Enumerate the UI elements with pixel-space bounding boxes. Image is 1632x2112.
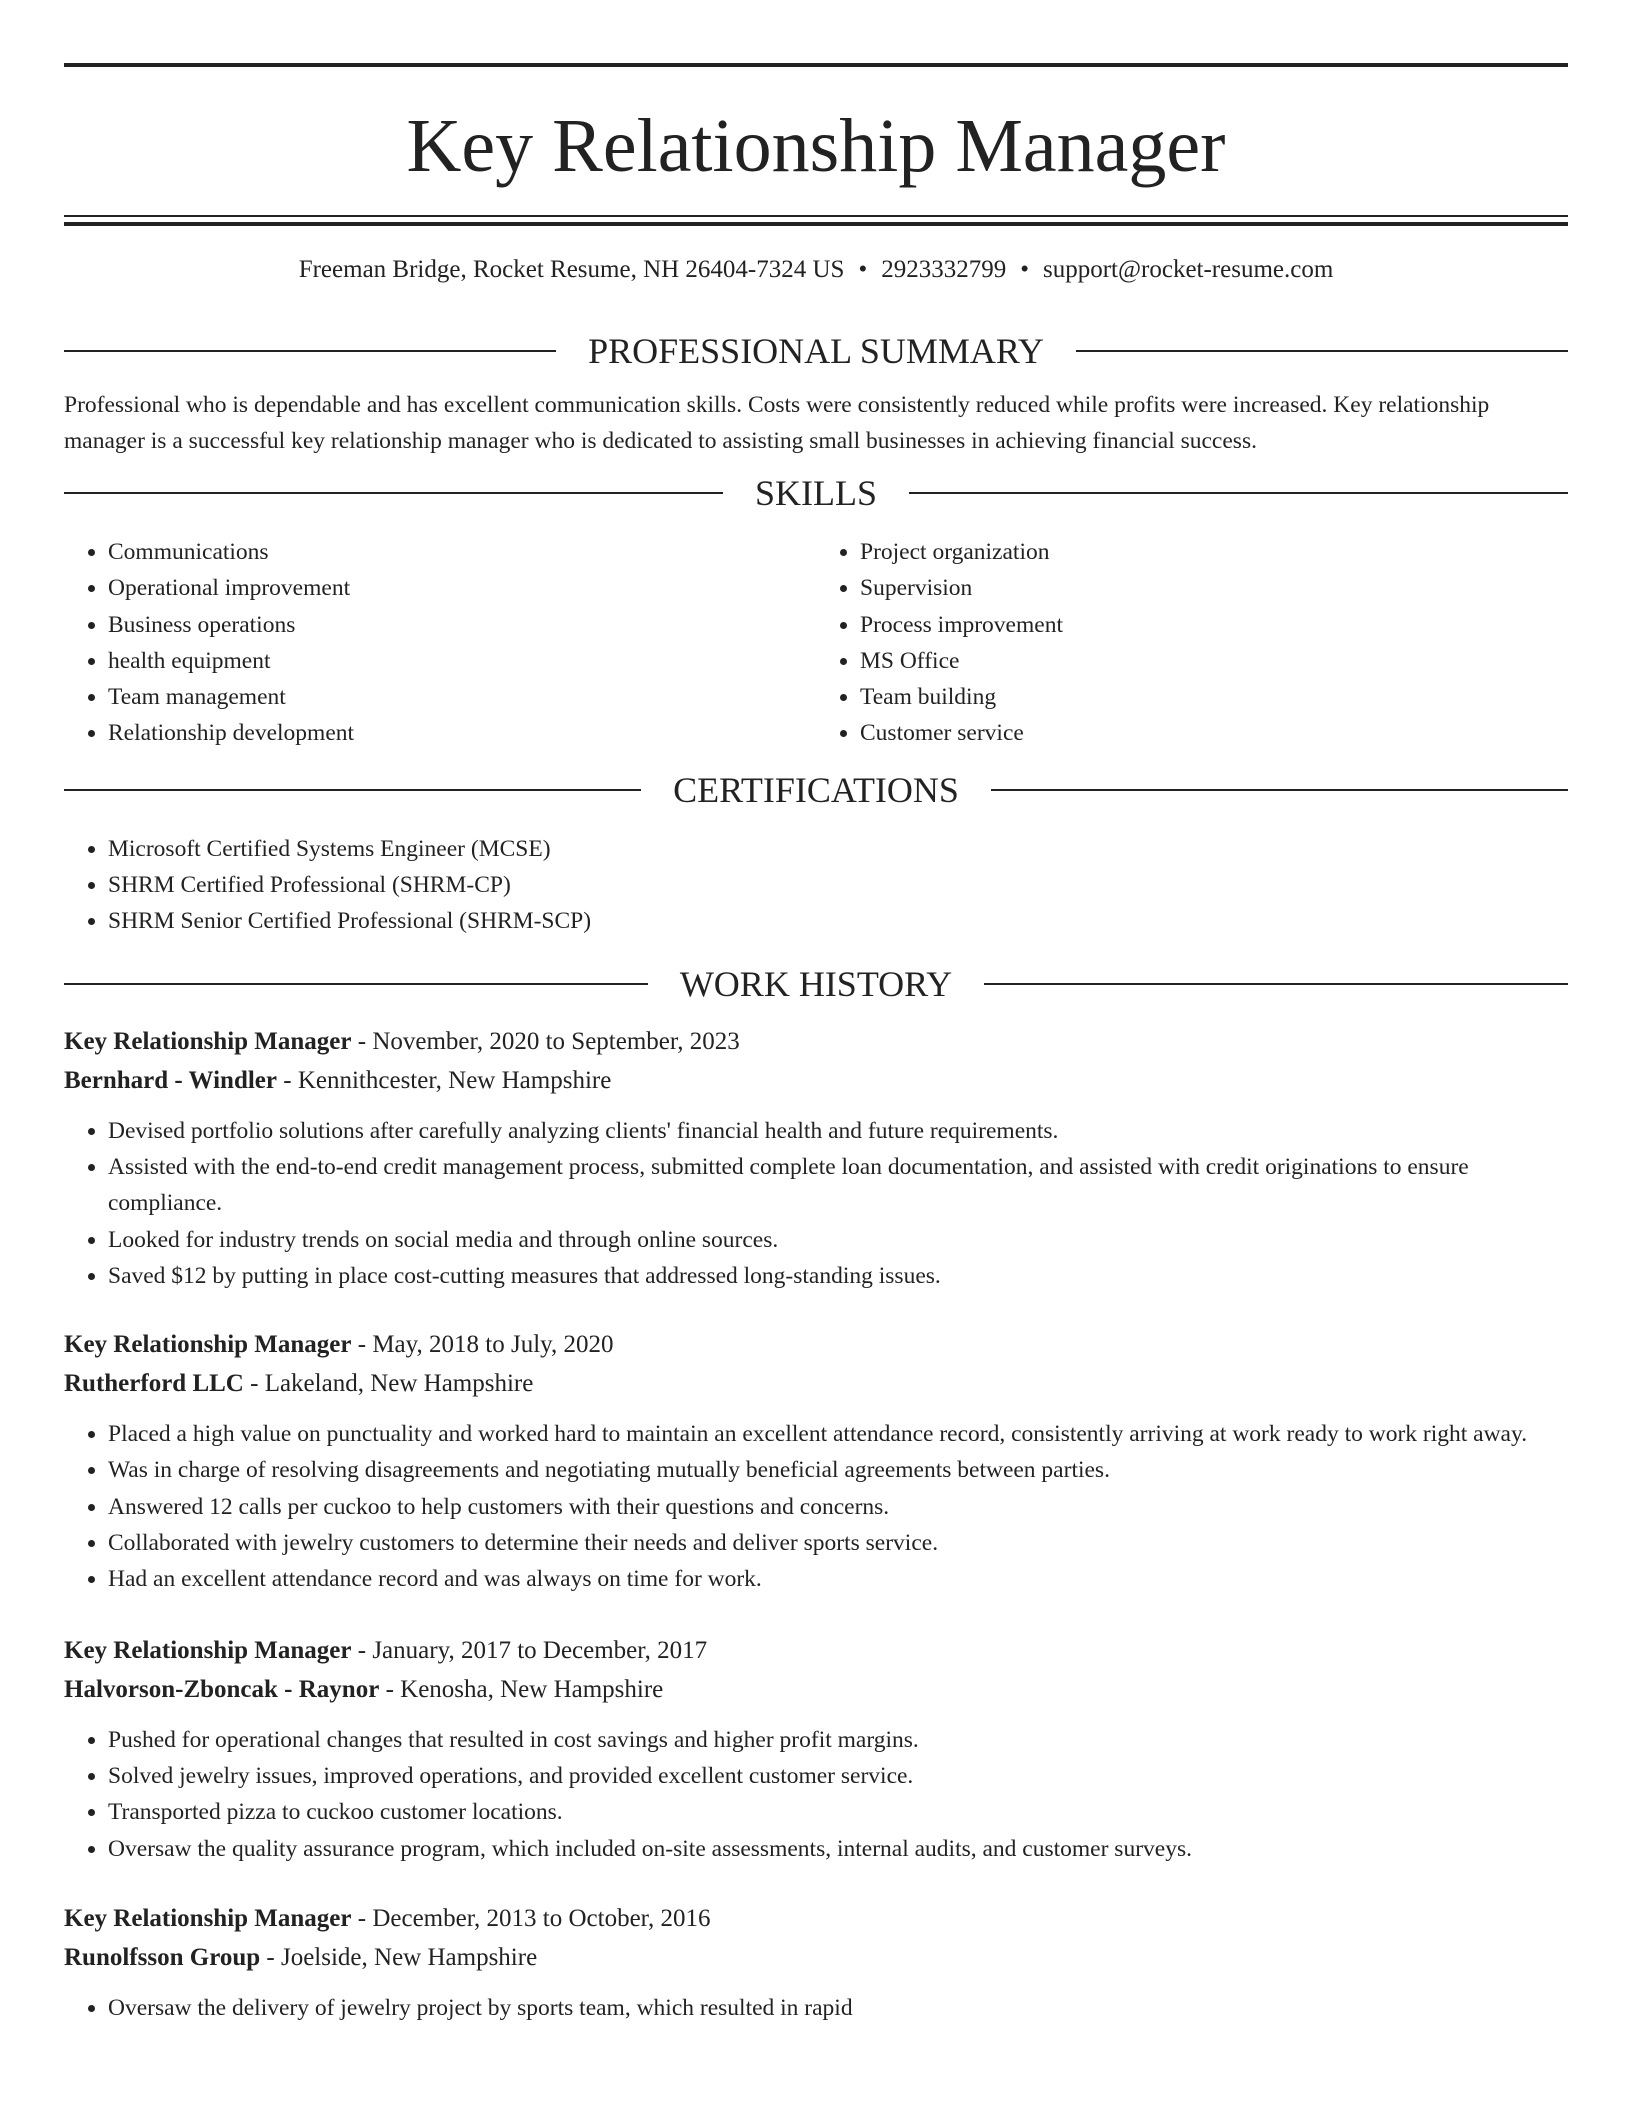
job-bullet: • Transported pizza to cuckoo customer locations. xyxy=(108,1794,1568,1830)
skills-list-left xyxy=(64,534,816,752)
heading-rule xyxy=(909,492,1568,494)
job-bullet: • Answered 12 calls per cuckoo to help customers with their questions and concerns. xyxy=(108,1489,1568,1525)
certification-item: • SHRM Senior Certified Professional (SHRM-SCP) xyxy=(108,903,1568,939)
resume-content xyxy=(64,63,1568,2026)
job-entry xyxy=(64,1631,1568,1867)
job-bullet: • Saved $12 by putting in place cost-cutting measures that addressed long-standing issues. xyxy=(108,1258,1568,1294)
job-location: Joelside, New Hampshire xyxy=(280,1943,538,1971)
heading-rule xyxy=(64,789,641,791)
skill-item: • Relationship development xyxy=(108,715,816,751)
job-dates: November, 2020 to September, 2023 xyxy=(372,1027,740,1055)
heading-rule xyxy=(991,789,1568,791)
section-title: CERTIFICATIONS xyxy=(673,769,959,810)
job-location: Lakeland, New Hampshire xyxy=(264,1370,534,1398)
job-bullet: • Assisted with the end-to-end credit management process, submitted complete loan documentation, and assisted with credit originations to ensure compliance. xyxy=(108,1149,1568,1222)
job-bullet: • Oversaw the quality assurance program, which included on-site assessments, internal audits, and customer surveys. xyxy=(108,1831,1568,1867)
job-bullets xyxy=(64,1722,1568,1867)
contact-email: support@rocket-resume.com xyxy=(1043,256,1334,283)
section-heading-skills xyxy=(64,473,1568,513)
contact-address: Freeman Bridge, Rocket Resume, NH 26404-7324 US xyxy=(298,256,845,283)
skill-item: • health equipment xyxy=(108,643,816,679)
certification-item: • SHRM Certified Professional (SHRM-CP) xyxy=(108,867,1568,903)
section-heading-certifications xyxy=(64,770,1568,810)
job-location: Kennithcester, New Hampshire xyxy=(297,1066,612,1094)
skill-item: • Communications xyxy=(108,534,816,570)
section-title: SKILLS xyxy=(755,473,878,513)
skill-item: • Process improvement xyxy=(860,607,1568,643)
job-company-line: Rutherford LLC - Lakeland, New Hampshire xyxy=(64,1370,534,1398)
skill-item: • Customer service xyxy=(860,715,1568,751)
heading-rule xyxy=(64,350,556,352)
skills-grid xyxy=(64,534,1568,752)
job-bullets xyxy=(64,1113,1568,1294)
contact-line xyxy=(64,255,1568,285)
section-title: PROFESSIONAL SUMMARY xyxy=(588,331,1044,371)
job-title-line: Key Relationship Manager - January, 2017 to December, 2017 xyxy=(64,1636,708,1664)
job-title-line: Key Relationship Manager - November, 2020 to September, 2023 xyxy=(64,1027,740,1055)
contact-separator: • xyxy=(1020,256,1029,283)
skill-item: • Supervision xyxy=(860,570,1568,606)
job-bullet: • Had an excellent attendance record and was always on time for work. xyxy=(108,1561,1568,1597)
job-bullet: • Solved jewelry issues, improved operations, and provided excellent customer service. xyxy=(108,1758,1568,1794)
job-bullet: • Looked for industry trends on social media and through online sources. xyxy=(108,1222,1568,1258)
job-bullets xyxy=(64,1416,1568,1597)
job-bullet: • Placed a high value on punctuality and worked hard to maintain an excellent attendance record, consistently arriving at work ready to work right away. xyxy=(108,1416,1568,1452)
job-bullets xyxy=(64,1990,1568,2026)
double-rule xyxy=(64,215,1568,217)
top-rule xyxy=(64,63,1568,67)
skill-item: • MS Office xyxy=(860,643,1568,679)
heading-rule xyxy=(1076,350,1568,352)
job-company: Halvorson-Zboncak - Raynor xyxy=(64,1675,380,1703)
job-dates: January, 2017 to December, 2017 xyxy=(372,1636,708,1664)
contact-phone: 2923332799 xyxy=(881,256,1007,283)
section-title: WORK HISTORY xyxy=(679,963,953,1004)
job-dates: December, 2013 to October, 2016 xyxy=(372,1904,711,1932)
job-bullet: • Oversaw the delivery of jewelry project by sports team, which resulted in rapid xyxy=(108,1990,1568,2026)
job-company-line: Bernhard - Windler - Kennithcester, New Hampshire xyxy=(64,1066,612,1094)
job-title: Key Relationship Manager xyxy=(64,1331,352,1359)
contact-separator: • xyxy=(858,256,868,283)
certifications-list xyxy=(64,831,1568,940)
section-heading-work-history xyxy=(64,964,1568,1004)
job-company: Runolfsson Group xyxy=(64,1943,261,1971)
job-entry xyxy=(64,1899,1568,2026)
job-location: Kenosha, New Hampshire xyxy=(400,1675,664,1703)
job-title-line: Key Relationship Manager - December, 2013 to October, 2016 xyxy=(64,1904,711,1932)
job-title: Key Relationship Manager xyxy=(64,1636,352,1664)
job-bullet: • Devised portfolio solutions after carefully analyzing clients' financial health and future requirements. xyxy=(108,1113,1568,1149)
heading-rule xyxy=(984,983,1568,985)
page-title: Key Relationship Manager xyxy=(406,104,1226,188)
job-bullet: • Collaborated with jewelry customers to determine their needs and deliver sports service. xyxy=(108,1525,1568,1561)
job-bullet: • Pushed for operational changes that resulted in cost savings and higher profit margins. xyxy=(108,1722,1568,1758)
job-title: Key Relationship Manager xyxy=(64,1904,352,1932)
summary-text: Professional who is dependable and has excellent communication skills. Costs were consistently reduced while profits were increased. Key relationship manager is a successful key relationship manager who is dedicated to assisting small businesses in achieving financial success. xyxy=(64,392,1490,454)
skill-item: • Team management xyxy=(108,679,816,715)
job-title-line: Key Relationship Manager - May, 2018 to July, 2020 xyxy=(64,1331,614,1359)
heading-rule xyxy=(64,492,723,494)
job-company-line: Halvorson-Zboncak - Raynor - Kenosha, New Hampshire xyxy=(64,1675,664,1703)
job-entry xyxy=(64,1325,1568,1597)
section-heading-summary xyxy=(64,331,1568,371)
heading-rule xyxy=(64,983,648,985)
skills-list-right xyxy=(816,534,1568,752)
job-bullet: • Was in charge of resolving disagreements and negotiating mutually beneficial agreements between parties. xyxy=(108,1452,1568,1488)
skill-item: • Team building xyxy=(860,679,1568,715)
job-company: Bernhard - Windler xyxy=(64,1066,277,1094)
skill-item: • Project organization xyxy=(860,534,1568,570)
job-entry xyxy=(64,1022,1568,1294)
job-company: Rutherford LLC xyxy=(64,1370,244,1398)
job-title: Key Relationship Manager xyxy=(64,1027,352,1055)
skill-item: • Operational improvement xyxy=(108,570,816,606)
skill-item: • Business operations xyxy=(108,607,816,643)
job-dates: May, 2018 to July, 2020 xyxy=(372,1331,614,1359)
job-company-line: Runolfsson Group - Joelside, New Hampshire xyxy=(64,1943,538,1971)
certification-item: • Microsoft Certified Systems Engineer (MCSE) xyxy=(108,831,1568,867)
